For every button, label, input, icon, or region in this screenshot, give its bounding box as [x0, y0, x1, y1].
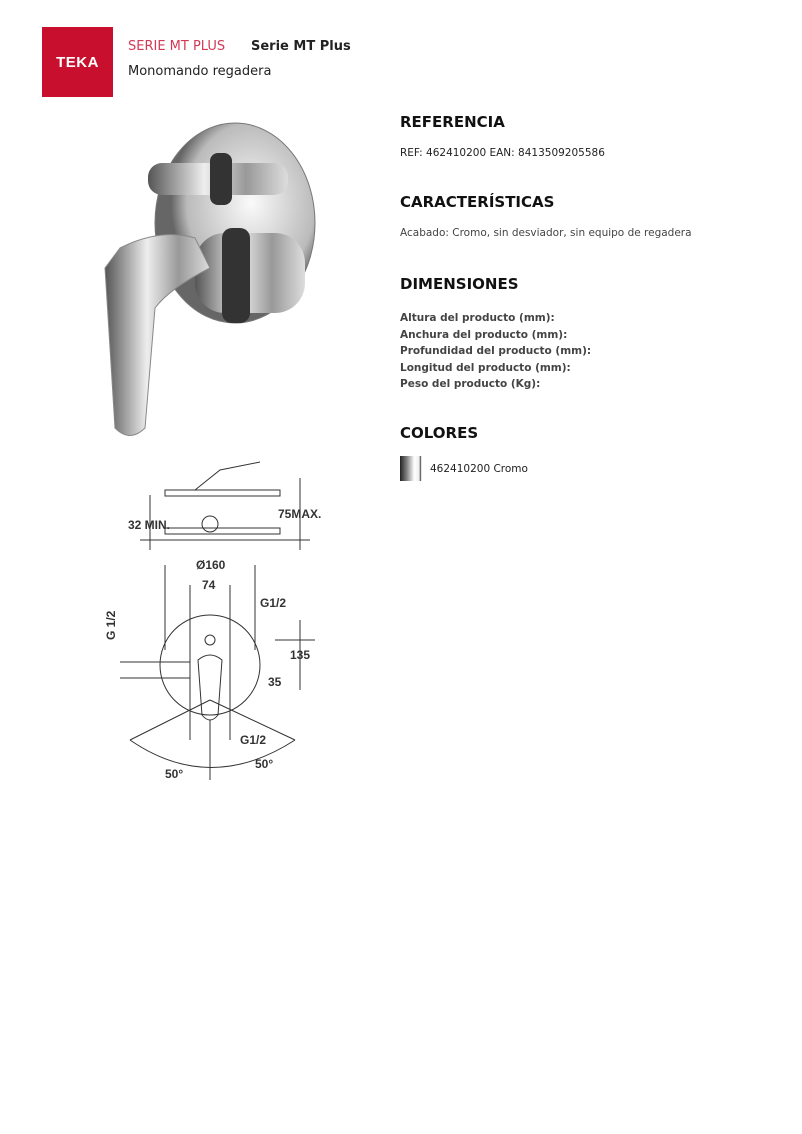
technical-drawing	[100, 450, 340, 790]
referencia-text: REF: 462410200 EAN: 8413509205586	[400, 147, 605, 159]
dim-135: 135	[290, 648, 311, 662]
colores-heading: COLORES	[400, 424, 479, 442]
logo-text: TEKA	[56, 53, 99, 71]
product-title: Serie MT Plus	[251, 39, 351, 54]
dim-item: Altura del producto (mm):	[400, 312, 555, 324]
dim-item: Longitud del producto (mm):	[400, 361, 571, 374]
dim-g12-side: G 1/2	[104, 610, 118, 640]
dim-item: Peso del producto (Kg):	[400, 378, 541, 390]
dim-75-max: 75MAX.	[278, 507, 322, 521]
caracteristicas-heading: CARACTERÍSTICAS	[400, 193, 555, 211]
caracteristicas-text: Acabado: Cromo, sin desviador, sin equipo de regadera	[400, 227, 692, 239]
series-label: SERIE MT PLUS	[128, 39, 226, 54]
dim-item: Anchura del producto (mm):	[400, 328, 568, 341]
dimensiones-heading: DIMENSIONES	[400, 275, 519, 293]
angle-left: 50°	[165, 767, 184, 781]
product-photo	[100, 118, 320, 443]
chrome-swatch	[400, 456, 424, 481]
dim-74: 74	[202, 578, 216, 592]
dimensiones-list	[400, 310, 591, 393]
angle-right: 50°	[255, 757, 274, 771]
dim-item: Profundidad del producto (mm):	[400, 345, 592, 357]
teka-logo	[42, 27, 113, 97]
dim-g12-bottom: G1/2	[240, 733, 267, 747]
product-subtitle: Monomando regadera	[128, 64, 272, 79]
dim-32-min: 32 MIN.	[128, 518, 171, 532]
color-label: 462410200 Cromo	[430, 463, 528, 475]
dim-diameter: Ø160	[196, 558, 226, 572]
dim-35: 35	[268, 675, 282, 689]
dim-g12-top: G1/2	[260, 596, 287, 610]
referencia-heading: REFERENCIA	[400, 113, 505, 131]
